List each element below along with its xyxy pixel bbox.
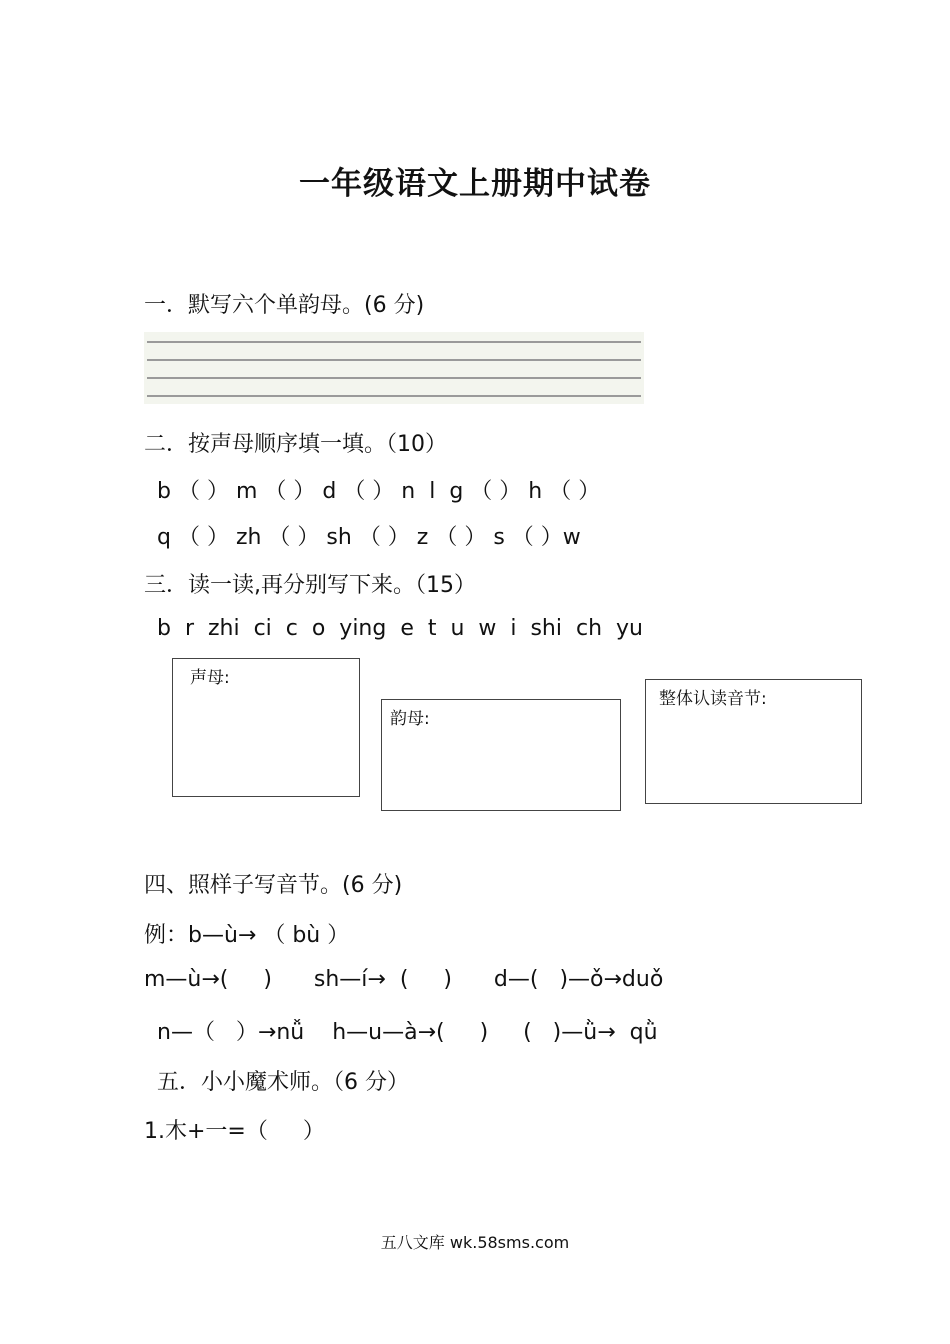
zhengti-label: 整体认读音节:	[659, 689, 767, 709]
shengmu-box[interactable]	[172, 658, 360, 797]
page-title: 一年级语文上册期中试卷	[299, 166, 651, 202]
footer-watermark: 五八文库 wk.58sms.com	[380, 1233, 570, 1252]
section2-heading: 二．按声母顺序填一填。（10）	[144, 432, 447, 457]
shengmu-label: 声母:	[190, 668, 230, 688]
yunmu-box[interactable]	[381, 699, 621, 811]
section4-row2: n—（ ）→nǚ h—u—à→( ) ( )—ǜ→ qǜ	[157, 1020, 658, 1045]
section1-heading: 一．默写六个单韵母。(6 分)	[144, 293, 425, 318]
section4-example: 例：b—ù→ （ bù ）	[144, 923, 350, 948]
section5-heading: 五．小小魔术师。（6 分）	[157, 1070, 409, 1095]
section4-heading: 四、照样子写音节。(6 分)	[144, 873, 403, 898]
yunmu-label: 韵母:	[390, 709, 430, 729]
section4-row1: m—ù→( ) sh—í→ ( ) d—( )—ǒ→duǒ	[144, 967, 664, 992]
section2-row2: q （ ） zh （ ） sh （ ） z （ ） s （ ）w	[157, 525, 581, 550]
section5-item1: 1.木+一=（ ）	[144, 1119, 325, 1144]
section3-heading: 三．读一读,再分别写下来。（15）	[144, 573, 476, 598]
writing-lines[interactable]	[144, 332, 644, 404]
section2-row1: b （ ） m （ ） d （ ） n l g （ ） h （ ）	[157, 479, 601, 504]
section3-letters: b r zhi ci c o ying e t u w i shi ch yu	[157, 616, 643, 641]
zhengti-box[interactable]	[645, 679, 862, 804]
